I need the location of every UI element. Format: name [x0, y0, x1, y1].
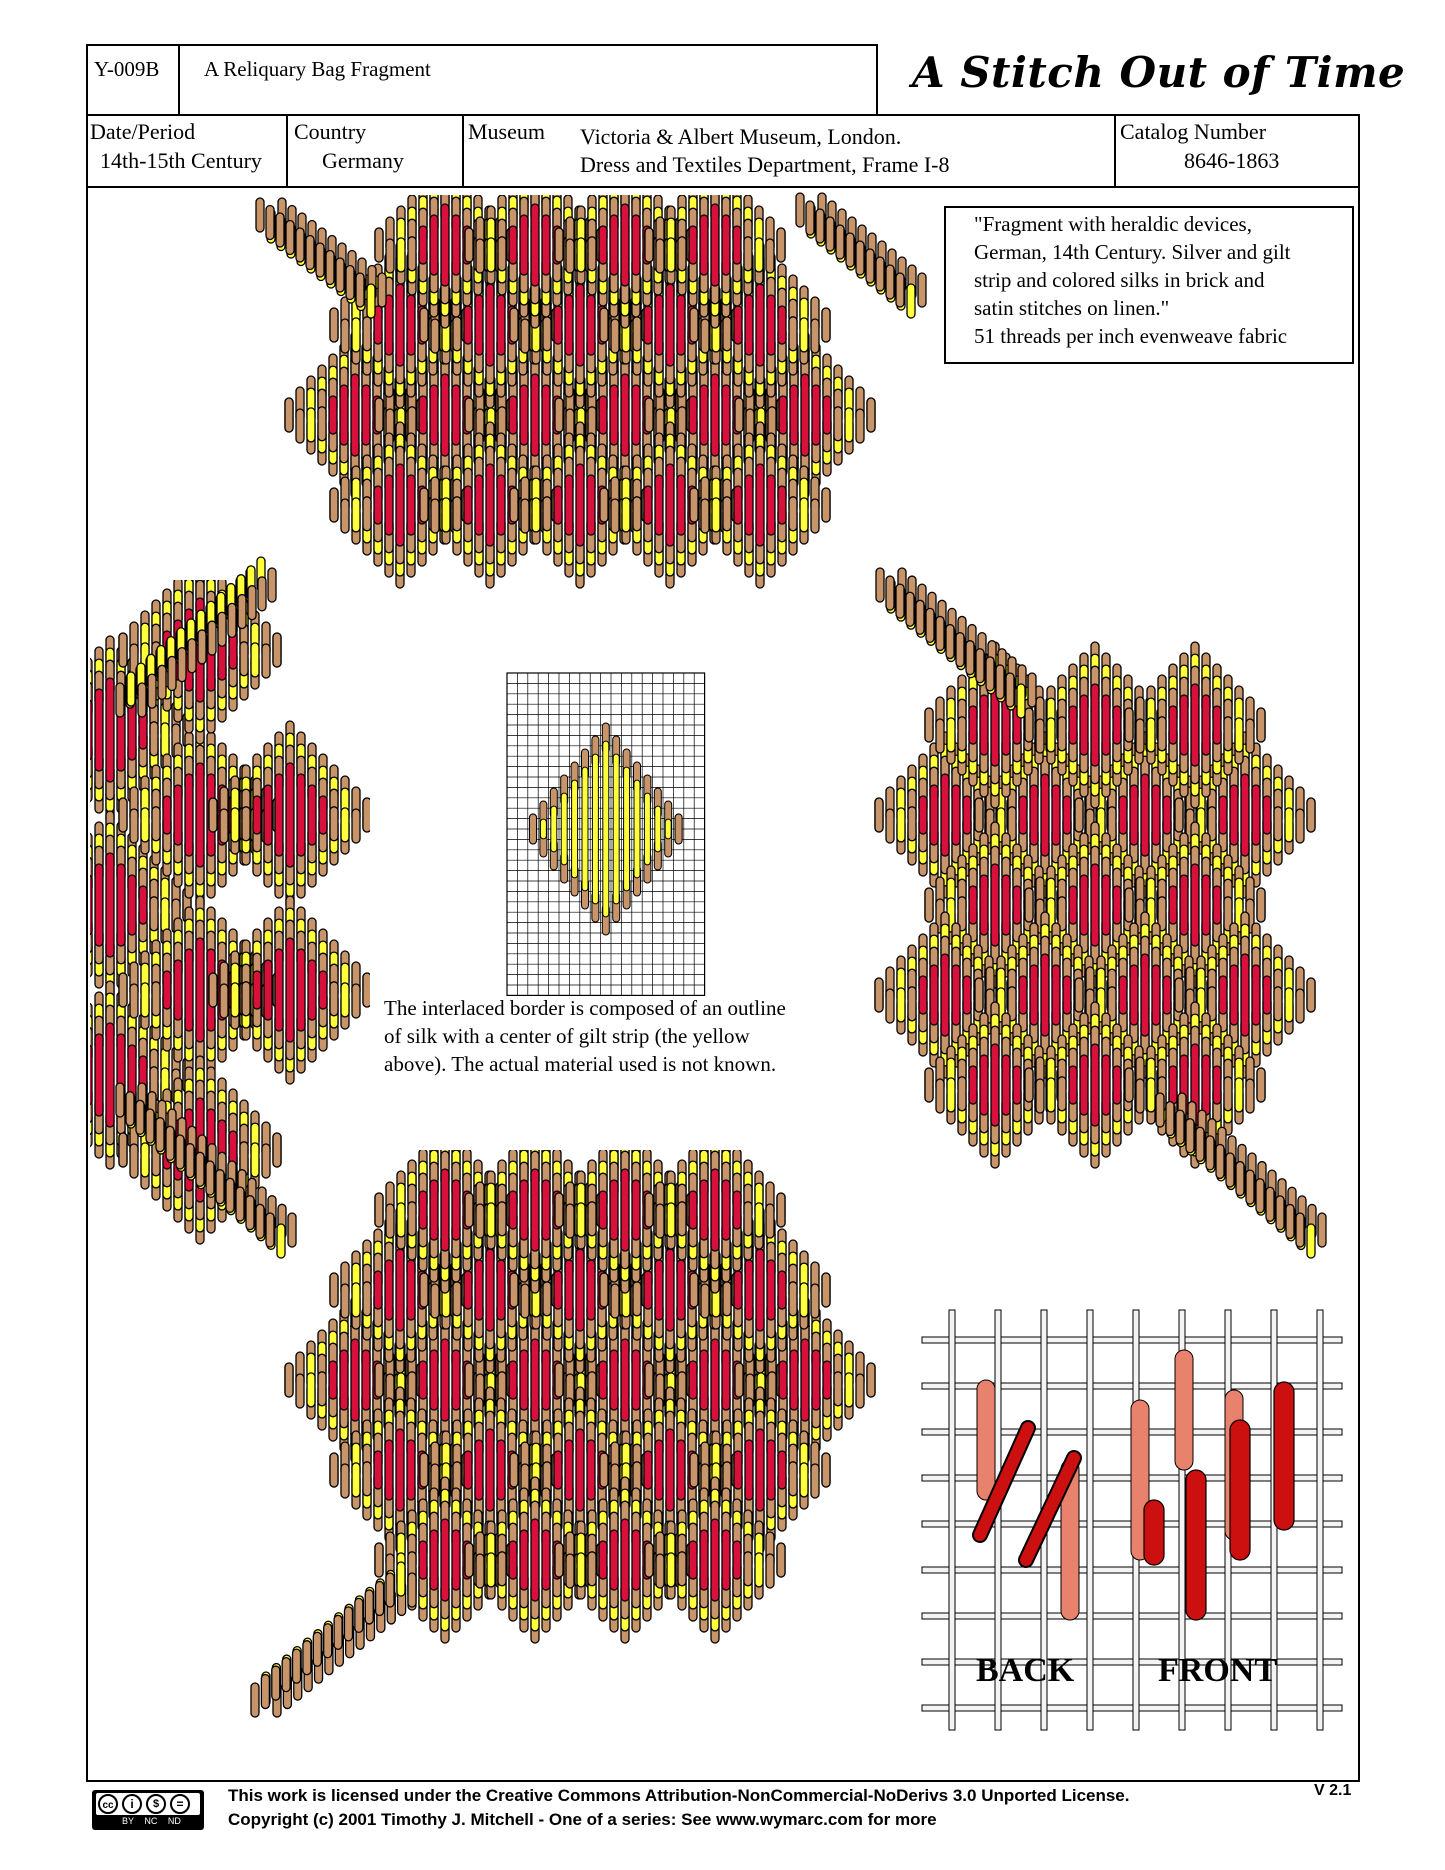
museum-label: Museum [468, 119, 545, 144]
license-text: This work is licensed under the Creative Commons Attribution-NonCommercial-NoDerivs 3.0 Unported License. [228, 1786, 1130, 1805]
country-label: Country [294, 119, 367, 144]
caption-line-3: above). The actual material used is not known. [384, 1052, 777, 1076]
pattern-code: Y-009B [94, 57, 160, 81]
stitch-chart [507, 673, 705, 995]
top-lattice-motif [285, 162, 875, 588]
quote-line-2: German, 14th Century. Silver and gilt [974, 240, 1291, 264]
cc-license-badge[interactable] [92, 1790, 204, 1830]
copyright-text: Copyright (c) 2001 Timothy J. Mitchell - One of a series: See www.wymarc.com for more [228, 1810, 937, 1829]
brand-title: A Stitch Out of Time [912, 48, 1406, 97]
cc-icon: cc [98, 1794, 118, 1814]
quote-line-5: 51 threads per inch evenweave fabric [974, 324, 1288, 348]
museum-department: Dress and Textiles Department, Frame I-8 [580, 152, 950, 177]
quote-line-4: satin stitches on linen." [974, 296, 1170, 320]
catalog-value: 8646-1863 [1184, 148, 1280, 173]
quote-line-3: strip and colored silks in brick and [974, 268, 1265, 292]
date-label: Date/Period [90, 119, 196, 144]
pattern-title: A Reliquary Bag Fragment [204, 57, 431, 81]
back-label: BACK [976, 1652, 1075, 1689]
quote-line-1: "Fragment with heraldic devices, [974, 212, 1252, 236]
by-icon: i [122, 1794, 142, 1814]
front-label: FRONT [1158, 1652, 1277, 1689]
museum-name: Victoria & Albert Museum, London. [580, 124, 902, 149]
right-lattice-motif [875, 642, 1315, 1168]
cc-badge-text: BY NC ND [122, 1816, 181, 1826]
nd-icon: = [170, 1794, 190, 1814]
version-text: V 2.1 [1314, 1782, 1352, 1799]
caption-line-2: of silk with a center of gilt strip (the yellow [384, 1024, 750, 1048]
catalog-label: Catalog Number [1120, 119, 1267, 144]
bottom-lattice-motif [285, 1127, 875, 1643]
country-value: Germany [322, 148, 404, 173]
caption-line-1: The interlaced border is composed of an outline [384, 996, 786, 1020]
date-value: 14th-15th Century [100, 148, 262, 173]
nc-icon: $ [146, 1794, 166, 1814]
